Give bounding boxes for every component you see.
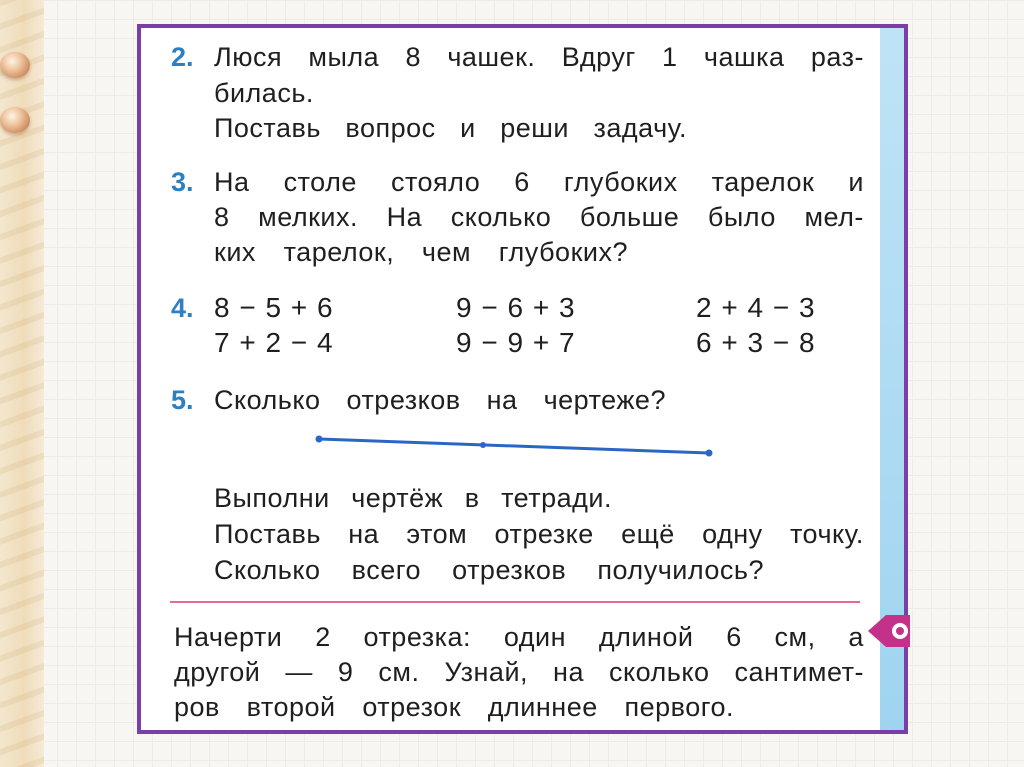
text-line: Люся мыла 8 чашек. Вдруг 1 чашка раз- bbox=[214, 42, 864, 72]
task-number: 4. bbox=[171, 293, 194, 323]
text-line: На столе стояло 6 глубоких тарелок и bbox=[214, 167, 864, 197]
expression: 9 − 9 + 7 bbox=[456, 327, 576, 358]
text-line: Поставь на этом отрезке ещё одну точку. bbox=[214, 519, 864, 549]
text-line: Выполни чертёж в тетради. bbox=[214, 483, 612, 513]
text-line: ров второй отрезок длиннее первого. bbox=[174, 692, 734, 722]
task-number: 3. bbox=[171, 167, 194, 197]
segment-point bbox=[480, 442, 486, 448]
text-line: 8 мелких. На сколько больше было мел- bbox=[214, 202, 864, 232]
section-divider bbox=[170, 601, 860, 603]
text-line: Сколько всего отрезков получилось? bbox=[214, 555, 764, 585]
textbook-page bbox=[137, 24, 908, 734]
expression: 2 + 4 − 3 bbox=[696, 292, 816, 323]
segment-point bbox=[316, 436, 323, 443]
bead-decoration bbox=[0, 107, 30, 133]
expression: 8 − 5 + 6 bbox=[214, 292, 334, 323]
expression: 9 − 6 + 3 bbox=[456, 292, 576, 323]
expression: 6 + 3 − 8 bbox=[696, 327, 816, 358]
text-line: ких тарелок, чем глубоких? bbox=[214, 237, 628, 267]
segment-drawing bbox=[311, 431, 721, 461]
text-line: Сколько отрезков на чертеже? bbox=[214, 385, 666, 415]
task-number: 5. bbox=[171, 385, 194, 415]
side-decoration bbox=[0, 0, 44, 767]
bead-decoration bbox=[0, 52, 30, 78]
text-line: другой — 9 см. Узнай, на сколько сантимет- bbox=[174, 657, 864, 687]
task-number: 2. bbox=[171, 42, 194, 72]
pin-marker-icon bbox=[866, 609, 910, 653]
segment-point bbox=[706, 450, 713, 457]
text-line: Поставь вопрос и реши задачу. bbox=[214, 113, 687, 143]
expression: 7 + 2 − 4 bbox=[214, 327, 334, 358]
text-line: билась. bbox=[214, 78, 314, 108]
segment-line bbox=[319, 439, 709, 453]
text-line: Начерти 2 отрезка: один длиной 6 см, а bbox=[174, 622, 864, 652]
